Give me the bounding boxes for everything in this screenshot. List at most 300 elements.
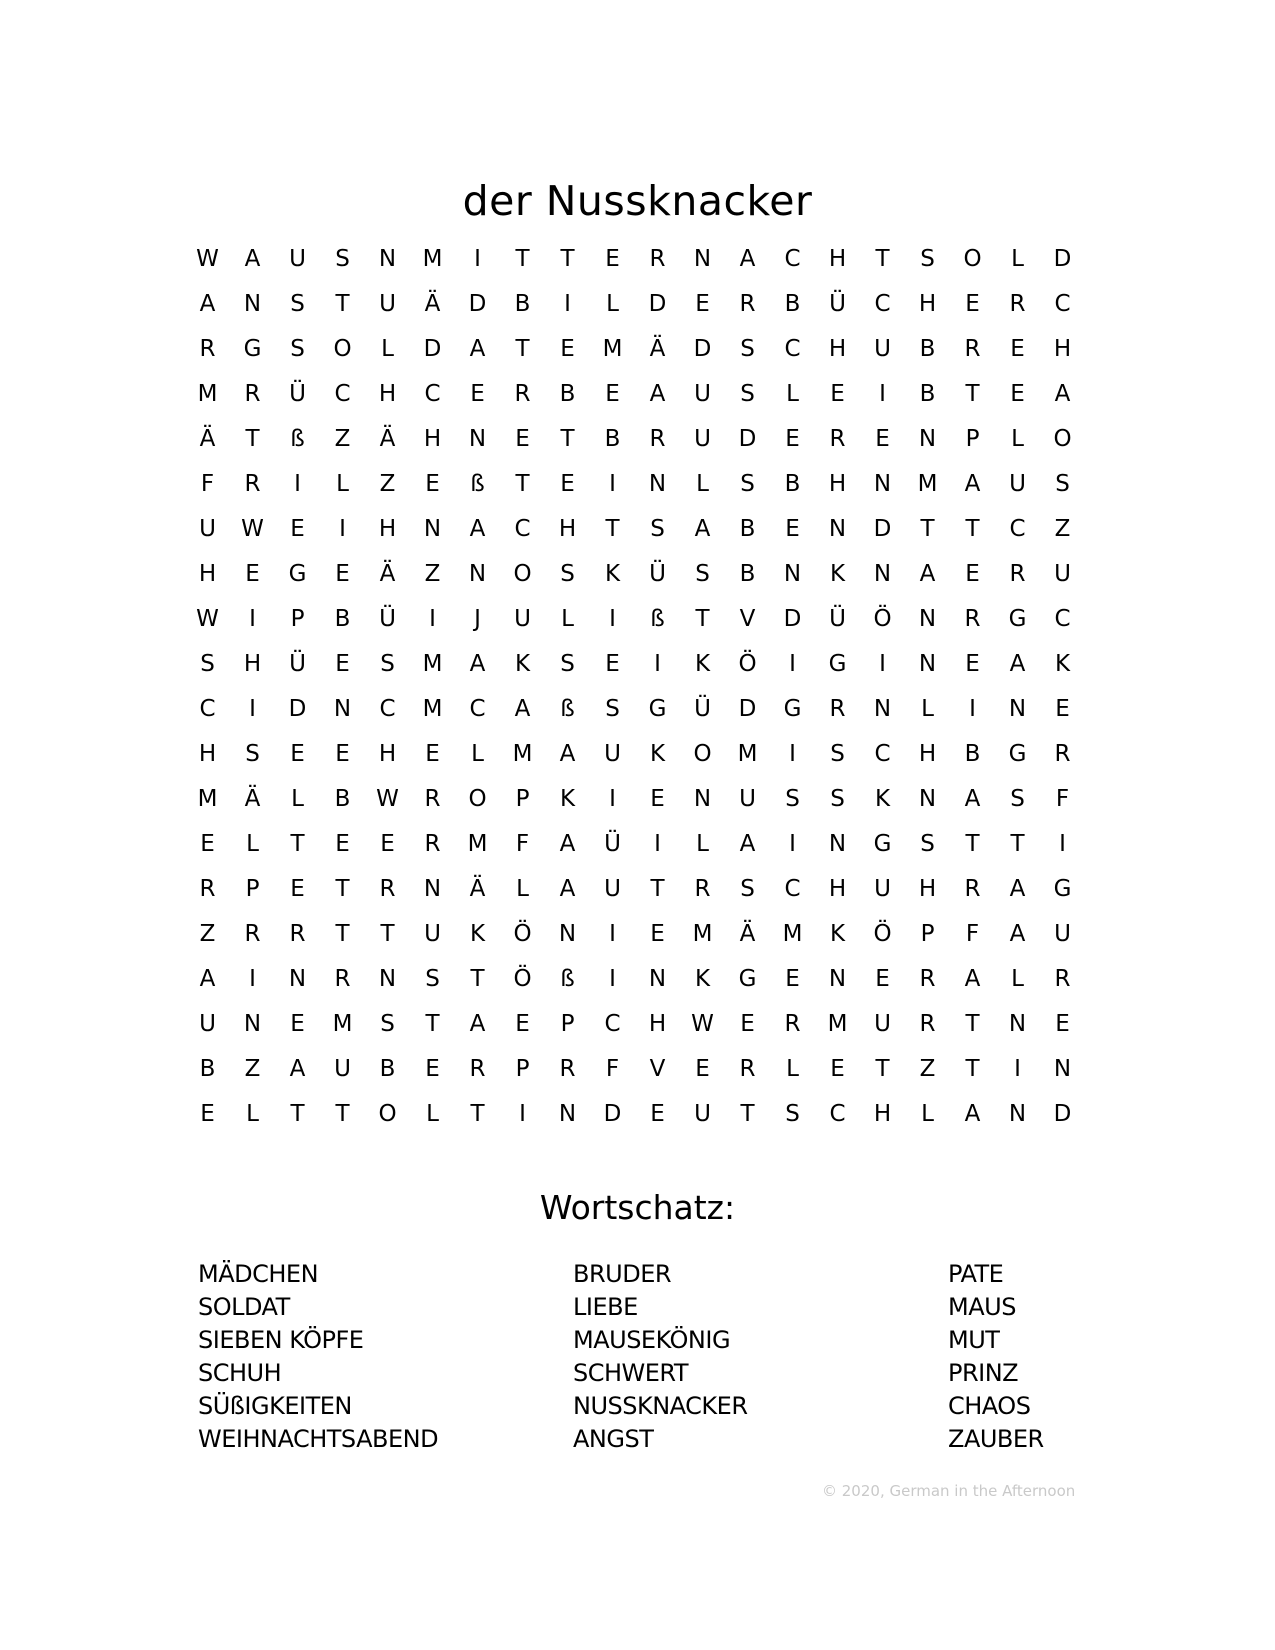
grid-letter: N [423,875,442,902]
grid-letter: G [1008,740,1027,767]
grid-letter: T [875,1055,890,1082]
grid-letter: H [378,380,397,407]
grid-letter: S [785,785,800,812]
page-title: der Nussknacker [462,177,813,226]
grid-letter: S [785,1100,800,1127]
grid-letter: L [696,830,709,857]
grid-letter: E [245,560,260,587]
grid-letter: H [828,335,847,362]
grid-letter: Ä [379,425,396,452]
grid-letter: B [559,380,576,407]
grid-letter: A [739,830,756,857]
grid-letter: T [515,335,530,362]
vocabulary-word: MAUSEKÖNIG [573,1326,731,1354]
grid-letter: S [245,740,260,767]
grid-letter: L [516,875,529,902]
grid-letter: E [785,425,800,452]
grid-letter: R [784,1010,801,1037]
grid-letter: T [335,1100,350,1127]
grid-letter: B [334,785,351,812]
grid-letter: A [469,650,486,677]
grid-letter: T [515,245,530,272]
grid-letter: ß [560,965,575,992]
grid-letter: L [921,1100,934,1127]
grid-letter: K [604,560,621,587]
grid-letter: I [609,965,616,992]
grid-letter: D [738,425,757,452]
grid-letter: I [564,290,571,317]
grid-letter: L [786,1055,799,1082]
grid-letter: E [290,875,305,902]
grid-letter: C [1054,605,1071,632]
grid-letter: R [829,425,846,452]
grid-letter: V [649,1055,666,1082]
grid-letter: M [917,470,938,497]
grid-letter: S [335,245,350,272]
copyright-notice: © 2020, German in the Afternoon [822,1482,1076,1500]
grid-letter: N [693,785,712,812]
grid-letter: C [784,335,801,362]
grid-letter: N [288,965,307,992]
grid-letter: I [654,650,661,677]
grid-letter: M [602,335,623,362]
grid-letter: Z [199,920,216,947]
grid-letter: I [609,785,616,812]
grid-letter: H [198,740,217,767]
vocabulary-word: SIEBEN KÖPFE [198,1326,364,1354]
grid-letter: A [469,335,486,362]
grid-letter: E [605,650,620,677]
grid-letter: Ä [379,560,396,587]
grid-letter: U [1054,920,1071,947]
grid-letter: T [695,605,710,632]
grid-letter: L [921,695,934,722]
grid-letter: T [560,425,575,452]
grid-letter: M [422,245,443,272]
vocabulary-word: SOLDAT [198,1293,290,1321]
grid-letter: D [648,290,667,317]
grid-letter: Ä [739,920,756,947]
grid-letter: E [965,650,980,677]
grid-letter: H [828,875,847,902]
grid-letter: Z [334,425,351,452]
grid-letter: D [468,290,487,317]
grid-letter: I [294,470,301,497]
vocabulary-word: BRUDER [573,1260,672,1288]
grid-letter: B [604,425,621,452]
grid-letter: E [605,245,620,272]
grid-letter: D [603,1100,622,1127]
grid-letter: L [246,1100,259,1127]
grid-letter: U [874,335,891,362]
grid-letter: G [738,965,757,992]
grid-letter: M [692,920,713,947]
grid-letter: L [246,830,259,857]
grid-letter: T [380,920,395,947]
grid-letter: N [918,605,937,632]
grid-letter: L [1011,965,1024,992]
grid-letter: R [244,920,261,947]
grid-letter: C [424,380,441,407]
grid-letter: S [740,380,755,407]
grid-letter: E [290,1010,305,1037]
grid-letter: T [920,515,935,542]
grid-letter: Z [424,560,441,587]
grid-letter: Ü [379,605,396,632]
grid-letter: J [474,605,481,632]
grid-letter: I [609,605,616,632]
grid-letter: H [378,740,397,767]
grid-letter: R [964,875,981,902]
grid-letter: R [739,290,756,317]
grid-letter: L [381,335,394,362]
grid-letter: M [827,1010,848,1037]
grid-letter: C [604,1010,621,1037]
grid-letter: Ä [649,335,666,362]
grid-letter: L [426,1100,439,1127]
grid-letter: S [560,560,575,587]
grid-letter: W [241,515,264,542]
grid-letter: O [963,245,982,272]
vocabulary-word: SCHUH [198,1359,282,1387]
grid-letter: T [335,920,350,947]
grid-letter: G [828,650,847,677]
grid-letter: R [964,335,981,362]
grid-letter: B [334,605,351,632]
vocabulary-word: CHAOS [948,1392,1031,1420]
grid-letter: W [691,1010,714,1037]
grid-letter: K [514,650,531,677]
grid-letter: V [739,605,756,632]
grid-letter: K [649,740,666,767]
grid-letter: E [425,470,440,497]
grid-letter: G [1053,875,1072,902]
grid-letter: L [291,785,304,812]
grid-letter: H [198,560,217,587]
grid-letter: N [783,560,802,587]
grid-letter: A [919,560,936,587]
grid-letter: S [380,1010,395,1037]
grid-letter: D [693,335,712,362]
grid-letter: C [874,290,891,317]
vocabulary-word: PRINZ [948,1359,1019,1387]
grid-letter: S [560,650,575,677]
grid-letter: P [965,425,980,452]
grid-letter: H [828,470,847,497]
grid-letter: R [1054,965,1071,992]
grid-letter: R [469,1055,486,1082]
grid-letter: T [290,830,305,857]
grid-letter: N [1008,695,1027,722]
grid-letter: U [1054,560,1071,587]
grid-letter: R [919,965,936,992]
grid-letter: N [1008,1010,1027,1037]
grid-letter: H [918,740,937,767]
grid-letter: N [918,785,937,812]
grid-letter: A [469,515,486,542]
grid-letter: L [786,380,799,407]
grid-letter: U [694,380,711,407]
grid-letter: N [648,965,667,992]
grid-letter: T [470,965,485,992]
grid-letter: C [784,875,801,902]
grid-letter: N [873,470,892,497]
grid-letter: A [1009,875,1026,902]
grid-letter: D [1053,245,1072,272]
grid-letter: N [468,425,487,452]
grid-letter: D [288,695,307,722]
grid-letter: U [604,875,621,902]
grid-letter: K [694,650,711,677]
grid-letter: T [560,245,575,272]
grid-letter: T [425,1010,440,1037]
grid-letter: R [244,470,261,497]
grid-letter: G [288,560,307,587]
grid-letter: M [197,785,218,812]
grid-letter: T [965,830,980,857]
grid-letter: U [604,740,621,767]
grid-letter: U [1009,470,1026,497]
grid-letter: I [249,965,256,992]
grid-letter: C [1054,290,1071,317]
grid-letter: D [423,335,442,362]
grid-letter: R [424,830,441,857]
grid-letter: Ü [694,695,711,722]
grid-letter: E [785,515,800,542]
grid-letter: M [332,1010,353,1037]
grid-letter: L [561,605,574,632]
grid-letter: E [1010,380,1025,407]
grid-letter: R [199,335,216,362]
grid-letter: E [290,740,305,767]
grid-letter: B [514,290,531,317]
grid-letter: S [290,335,305,362]
grid-letter: C [874,740,891,767]
grid-letter: A [964,1100,981,1127]
grid-letter: N [1053,1055,1072,1082]
grid-letter: L [336,470,349,497]
grid-letter: I [1059,830,1066,857]
grid-letter: S [740,875,755,902]
grid-letter: T [740,1100,755,1127]
grid-letter: Ä [469,875,486,902]
vocabulary-word: MUT [948,1326,1000,1354]
grid-letter: H [1053,335,1072,362]
grid-letter: A [199,290,216,317]
grid-letter: O [513,560,532,587]
grid-letter: I [879,380,886,407]
grid-letter: Z [379,470,396,497]
grid-letter: R [559,1055,576,1082]
grid-letter: L [471,740,484,767]
grid-letter: T [335,875,350,902]
grid-letter: N [243,290,262,317]
grid-letter: U [424,920,441,947]
grid-letter: K [829,920,846,947]
grid-letter: E [1010,335,1025,362]
grid-letter: Ö [513,965,532,992]
grid-letter: ß [290,425,305,452]
grid-letter: I [654,830,661,857]
grid-letter: T [290,1100,305,1127]
grid-letter: T [470,1100,485,1127]
grid-letter: E [1055,695,1070,722]
grid-letter: C [379,695,396,722]
grid-letter: M [422,650,443,677]
grid-letter: E [200,1100,215,1127]
grid-letter: S [740,470,755,497]
grid-letter: E [695,290,710,317]
grid-letter: R [829,695,846,722]
grid-letter: E [695,1055,710,1082]
grid-letter: A [1009,920,1026,947]
grid-letter: F [965,920,980,947]
grid-letter: T [875,245,890,272]
grid-letter: B [379,1055,396,1082]
grid-letter: S [830,785,845,812]
grid-letter: N [828,515,847,542]
grid-letter: E [965,560,980,587]
grid-letter: I [609,920,616,947]
grid-letter: R [244,380,261,407]
vocabulary-heading: Wortschatz: [539,1188,736,1227]
grid-letter: A [964,965,981,992]
grid-letter: U [199,1010,216,1037]
grid-letter: E [470,380,485,407]
grid-letter: R [964,605,981,632]
grid-letter: M [782,920,803,947]
grid-letter: E [650,1100,665,1127]
grid-letter: U [199,515,216,542]
grid-letter: C [829,1100,846,1127]
grid-letter: K [694,965,711,992]
grid-letter: K [1054,650,1071,677]
grid-letter: Ö [873,605,892,632]
grid-letter: E [830,380,845,407]
grid-letter: N [918,650,937,677]
grid-letter: S [1010,785,1025,812]
grid-letter: S [740,335,755,362]
grid-letter: T [605,515,620,542]
grid-letter: A [199,965,216,992]
grid-letter: M [197,380,218,407]
vocabulary-word: ANGST [573,1425,654,1453]
grid-letter: G [783,695,802,722]
grid-letter: D [738,695,757,722]
grid-letter: P [560,1010,575,1037]
grid-letter: M [737,740,758,767]
grid-letter: I [969,695,976,722]
grid-letter: R [199,875,216,902]
grid-letter: T [965,515,980,542]
grid-letter: F [1055,785,1070,812]
grid-letter: E [1055,1010,1070,1037]
grid-letter: E [875,425,890,452]
grid-letter: Ö [738,650,757,677]
grid-letter: S [650,515,665,542]
grid-letter: T [1010,830,1025,857]
grid-letter: T [965,1010,980,1037]
grid-letter: N [333,695,352,722]
grid-letter: M [422,695,443,722]
grid-letter: I [249,695,256,722]
grid-letter: R [919,1010,936,1037]
grid-letter: P [245,875,260,902]
grid-letter: Ö [513,920,532,947]
grid-letter: A [469,1010,486,1037]
grid-letter: E [560,470,575,497]
grid-letter: B [964,740,981,767]
grid-letter: N [558,920,577,947]
grid-letter: C [199,695,216,722]
grid-letter: W [376,785,399,812]
grid-letter: H [828,245,847,272]
vocabulary-word: SÜßIGKEITEN [198,1392,352,1420]
grid-letter: I [609,470,616,497]
grid-letter: E [380,830,395,857]
grid-letter: I [1014,1055,1021,1082]
grid-letter: A [244,245,261,272]
grid-letter: S [1055,470,1070,497]
word-list-column-3 [948,1258,1044,1456]
grid-letter: E [785,965,800,992]
grid-letter: O [468,785,487,812]
grid-letter: A [649,380,666,407]
grid-letter: R [424,785,441,812]
grid-letter: P [515,785,530,812]
grid-letter: ß [650,605,665,632]
grid-letter: E [200,830,215,857]
grid-letter: R [649,425,666,452]
grid-letter: A [559,740,576,767]
grid-letter: ß [560,695,575,722]
grid-letter: R [289,920,306,947]
grid-letter: T [965,380,980,407]
grid-letter: N [468,560,487,587]
grid-letter: A [964,785,981,812]
grid-letter: A [694,515,711,542]
grid-letter: S [830,740,845,767]
grid-letter: Ö [873,920,892,947]
grid-letter: Z [919,1055,936,1082]
grid-letter: Ü [289,650,306,677]
grid-letter: E [650,920,665,947]
grid-letter: P [920,920,935,947]
grid-letter: A [559,830,576,857]
grid-letter: E [965,290,980,317]
grid-letter: Ü [604,830,621,857]
grid-letter: N [693,245,712,272]
grid-letter: C [1009,515,1026,542]
grid-letter: U [514,605,531,632]
grid-letter: H [243,650,262,677]
grid-letter: N [828,965,847,992]
grid-letter: I [519,1100,526,1127]
grid-letter: A [1054,380,1071,407]
grid-letter: N [918,425,937,452]
grid-letter: B [739,515,756,542]
grid-letter: P [290,605,305,632]
grid-letter: I [339,515,346,542]
grid-letter: H [873,1100,892,1127]
grid-letter: N [423,515,442,542]
grid-letter: N [828,830,847,857]
grid-letter: D [1053,1100,1072,1127]
grid-letter: W [196,605,219,632]
grid-letter: Z [244,1055,261,1082]
grid-letter: N [1008,1100,1027,1127]
grid-letter: U [694,1100,711,1127]
